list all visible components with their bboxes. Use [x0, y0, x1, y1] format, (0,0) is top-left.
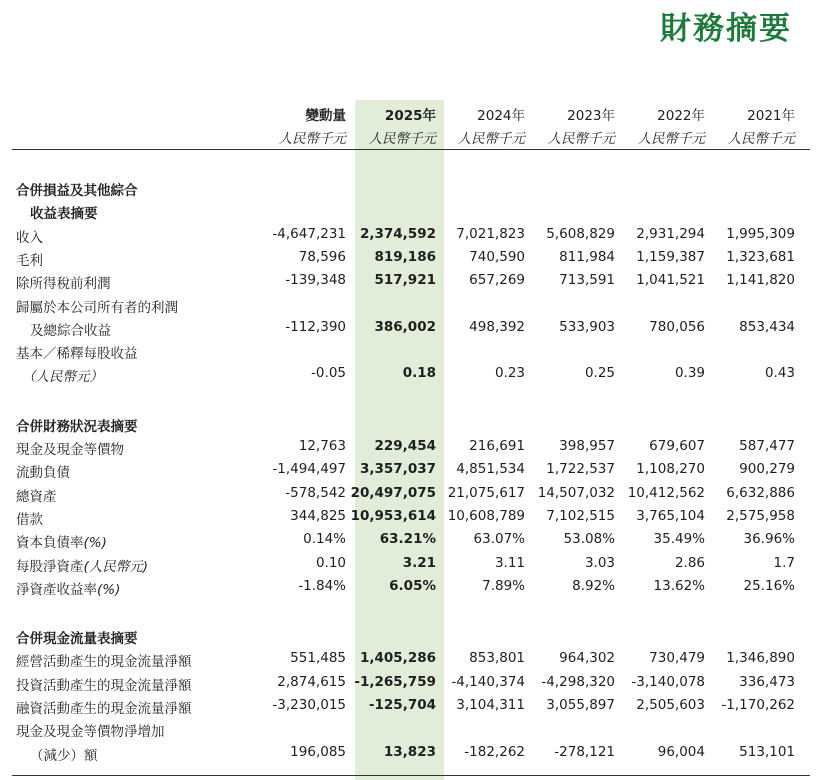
value-cell-2024: 0.23 — [494, 365, 525, 381]
table-row — [0, 505, 819, 528]
value-cell-2023: 0.25 — [584, 365, 615, 381]
header-2022: 2022年 — [657, 108, 705, 124]
value-cell-2021: 1,323,681 — [726, 249, 795, 265]
value-cell-2023: -278,121 — [554, 744, 615, 760]
header-2021: 2021年 — [747, 108, 795, 124]
row-label — [16, 342, 138, 362]
row-label-text: 及總綜合收益 — [30, 323, 111, 339]
value-cell-2023: -4,298,320 — [541, 674, 615, 690]
unit-2024: 人民幣千元 — [457, 131, 525, 147]
table-row — [0, 339, 819, 362]
row-label — [16, 531, 107, 551]
value-cell-2022: 2,505,603 — [636, 697, 705, 713]
unit-2021: 人民幣千元 — [727, 131, 795, 147]
row-label — [22, 365, 103, 385]
value-cell-2021: -1,170,262 — [721, 697, 795, 713]
row-label — [16, 485, 57, 505]
table-row — [0, 528, 819, 551]
row-label — [16, 179, 138, 199]
value-cell-2025: 13,823 — [383, 744, 436, 760]
value-cell-2022: 35.49% — [653, 531, 705, 547]
value-cell-2024: -4,140,374 — [451, 674, 525, 690]
row-label-text: 毛利 — [16, 253, 43, 269]
row-label-text: 總資產 — [16, 489, 57, 505]
value-cell-2021: 587,477 — [739, 438, 795, 454]
value-cell-change: 2,874,615 — [277, 674, 346, 690]
row-label-text: （減少）額 — [30, 748, 98, 764]
value-cell-2024: 657,269 — [469, 272, 525, 288]
unit-change: 人民幣千元 — [278, 131, 346, 147]
value-cell-change: -1.84% — [298, 578, 346, 594]
row-label-text: 歸屬於本公司所有者的利潤 — [16, 300, 178, 316]
value-cell-2023: 398,957 — [559, 438, 615, 454]
row-label — [16, 249, 43, 269]
row-label — [30, 202, 98, 222]
row-label-suffix: (人民幣元) — [83, 559, 149, 575]
table-row — [0, 269, 819, 292]
value-cell-2025: 0.18 — [402, 365, 436, 381]
value-cell-2022: -3,140,078 — [631, 674, 705, 690]
value-cell-2025: -1,265,759 — [354, 674, 436, 690]
value-cell-2024: 10,608,789 — [447, 508, 525, 524]
table-row — [0, 575, 819, 598]
row-label — [16, 272, 111, 292]
value-cell-2022: 1,159,387 — [636, 249, 705, 265]
row-label — [16, 438, 124, 458]
header-2023: 2023年 — [567, 108, 615, 124]
value-cell-change: 12,763 — [298, 438, 346, 454]
value-cell-2021: 6,632,886 — [726, 485, 795, 501]
value-cell-2023: 14,507,032 — [537, 485, 615, 501]
value-cell-change: 0.14% — [303, 531, 346, 547]
value-cell-2025: 3.21 — [402, 555, 436, 571]
row-label — [16, 296, 178, 316]
value-cell-2023: 7,102,515 — [546, 508, 615, 524]
row-label — [16, 578, 120, 598]
value-cell-2022: 96,004 — [657, 744, 705, 760]
row-label-text: 每股淨資產 — [16, 559, 84, 575]
value-cell-2021: 1,346,890 — [726, 650, 795, 666]
row-label — [16, 508, 43, 528]
value-cell-change: 196,085 — [290, 744, 346, 760]
value-cell-2025: 6.05% — [389, 578, 436, 594]
header-rule — [12, 149, 810, 150]
value-cell-2024: 498,392 — [469, 319, 525, 335]
value-cell-2022: 1,041,521 — [636, 272, 705, 288]
value-cell-2025: 63.21% — [379, 531, 436, 547]
value-cell-2024: 216,691 — [469, 438, 525, 454]
row-label — [16, 720, 165, 740]
row-label-suffix: (%) — [97, 582, 121, 598]
row-label-text: 合併損益及其他綜合 — [16, 183, 138, 199]
row-label-text: 除所得稅前利潤 — [16, 276, 111, 292]
row-label-text: 合併財務狀況表摘要 — [16, 419, 138, 435]
table-row — [0, 482, 819, 505]
value-cell-change: -4,647,231 — [272, 226, 346, 242]
value-cell-2023: 964,302 — [559, 650, 615, 666]
value-cell-2025: 2,374,592 — [359, 226, 436, 242]
row-label — [16, 555, 148, 575]
header-change: 變動量 — [305, 108, 346, 124]
value-cell-2021: 900,279 — [739, 461, 795, 477]
table-row — [0, 694, 819, 717]
value-cell-2023: 8.92% — [572, 578, 615, 594]
value-cell-2021: 36.96% — [743, 531, 795, 547]
row-label — [30, 744, 98, 764]
value-cell-2025: 10,953,614 — [350, 508, 436, 524]
row-label — [16, 674, 192, 694]
value-cell-2022: 780,056 — [649, 319, 705, 335]
unit-2025: 人民幣千元 — [368, 131, 436, 147]
value-cell-2022: 2.86 — [674, 555, 705, 571]
value-cell-2024: 3.11 — [494, 555, 525, 571]
table-row — [0, 293, 819, 316]
value-cell-2022: 10,412,562 — [627, 485, 705, 501]
row-label-text: 現金及現金等價物淨增加 — [16, 724, 165, 740]
value-cell-2025: 229,454 — [374, 438, 436, 454]
value-cell-2021: 2,575,958 — [726, 508, 795, 524]
row-label — [16, 697, 192, 717]
table-row — [0, 671, 819, 694]
row-label-text: 合併現金流量表摘要 — [16, 631, 138, 647]
row-label-text: 投資活動產生的現金流量淨額 — [16, 678, 192, 694]
table-row — [0, 458, 819, 481]
section-heading — [0, 199, 819, 222]
table-row — [0, 717, 819, 740]
row-label-text: 資本負債率 — [16, 535, 84, 551]
table-row — [0, 552, 819, 575]
value-cell-2025: 1,405,286 — [359, 650, 436, 666]
value-cell-change: -1,494,497 — [272, 461, 346, 477]
value-cell-2022: 3,765,104 — [636, 508, 705, 524]
row-label — [16, 226, 43, 246]
row-label-text: 基本／稀釋每股收益 — [16, 346, 138, 362]
value-cell-2021: 336,473 — [739, 674, 795, 690]
row-label — [16, 461, 70, 481]
value-cell-change: 344,825 — [290, 508, 346, 524]
row-label — [16, 415, 138, 435]
row-label — [30, 319, 111, 339]
value-cell-2025: 517,921 — [374, 272, 436, 288]
value-cell-change: -112,390 — [285, 319, 346, 335]
value-cell-2025: 20,497,075 — [350, 485, 436, 501]
value-cell-2024: 4,851,534 — [456, 461, 525, 477]
section-heading — [0, 412, 819, 435]
value-cell-2025: 386,002 — [374, 319, 436, 335]
value-cell-change: -0.05 — [311, 365, 346, 381]
value-cell-2024: 740,590 — [469, 249, 525, 265]
table-row — [0, 362, 819, 385]
value-cell-2025: -125,704 — [368, 697, 436, 713]
value-cell-change: -578,542 — [285, 485, 346, 501]
header-2025: 2025年 — [384, 108, 436, 124]
value-cell-2021: 1.7 — [773, 555, 795, 571]
table-row — [0, 246, 819, 269]
value-cell-2023: 5,608,829 — [546, 226, 615, 242]
header-2024: 2024年 — [477, 108, 525, 124]
value-cell-2023: 3.03 — [584, 555, 615, 571]
value-cell-2024: 853,801 — [469, 650, 525, 666]
value-cell-2023: 811,984 — [559, 249, 615, 265]
value-cell-2021: 1,995,309 — [726, 226, 795, 242]
value-cell-2021: 513,101 — [739, 744, 795, 760]
unit-2022: 人民幣千元 — [637, 131, 705, 147]
unit-2023: 人民幣千元 — [547, 131, 615, 147]
row-label — [16, 650, 192, 670]
table-row — [0, 741, 819, 764]
section-heading — [0, 176, 819, 199]
value-cell-2021: 0.43 — [764, 365, 795, 381]
row-label-text: 現金及現金等價物 — [16, 442, 124, 458]
value-cell-change: -3,230,015 — [272, 697, 346, 713]
value-cell-2024: 63.07% — [473, 531, 525, 547]
row-label-text: 收益表摘要 — [30, 206, 98, 222]
value-cell-change: 78,596 — [298, 249, 346, 265]
value-cell-2022: 0.39 — [674, 365, 705, 381]
row-label-text: 收入 — [16, 230, 43, 246]
value-cell-2021: 1,141,820 — [726, 272, 795, 288]
row-label-suffix: (%) — [83, 535, 107, 551]
row-label-text: 流動負債 — [16, 465, 70, 481]
table-row — [0, 647, 819, 670]
value-cell-2023: 533,903 — [559, 319, 615, 335]
value-cell-2023: 3,055,897 — [546, 697, 615, 713]
value-cell-2021: 25.16% — [743, 578, 795, 594]
value-cell-2024: -182,262 — [464, 744, 525, 760]
value-cell-2024: 7,021,823 — [456, 226, 525, 242]
value-cell-2023: 1,722,537 — [546, 461, 615, 477]
row-label-text: （人民幣元） — [22, 369, 103, 385]
value-cell-2023: 713,591 — [559, 272, 615, 288]
value-cell-2024: 3,104,311 — [456, 697, 525, 713]
value-cell-2024: 21,075,617 — [447, 485, 525, 501]
value-cell-2022: 679,607 — [649, 438, 705, 454]
value-cell-2022: 13.62% — [653, 578, 705, 594]
table-row — [0, 435, 819, 458]
bottom-rule — [12, 775, 810, 776]
value-cell-2022: 1,108,270 — [636, 461, 705, 477]
row-label — [16, 627, 138, 647]
value-cell-change: 551,485 — [290, 650, 346, 666]
value-cell-2022: 2,931,294 — [636, 226, 705, 242]
row-label-text: 借款 — [16, 512, 43, 528]
value-cell-2022: 730,479 — [649, 650, 705, 666]
row-label-text: 經營活動產生的現金流量淨額 — [16, 654, 192, 670]
table-row — [0, 223, 819, 246]
value-cell-2023: 53.08% — [563, 531, 615, 547]
value-cell-2025: 3,357,037 — [359, 461, 436, 477]
value-cell-2021: 853,434 — [739, 319, 795, 335]
value-cell-change: 0.10 — [315, 555, 346, 571]
page-title: 財務摘要 — [660, 11, 792, 47]
row-label-text: 淨資產收益率 — [16, 582, 97, 598]
value-cell-2024: 7.89% — [482, 578, 525, 594]
value-cell-change: -139,348 — [285, 272, 346, 288]
table-row — [0, 316, 819, 339]
value-cell-2025: 819,186 — [374, 249, 436, 265]
section-heading — [0, 624, 819, 647]
row-label-text: 融資活動產生的現金流量淨額 — [16, 701, 192, 717]
